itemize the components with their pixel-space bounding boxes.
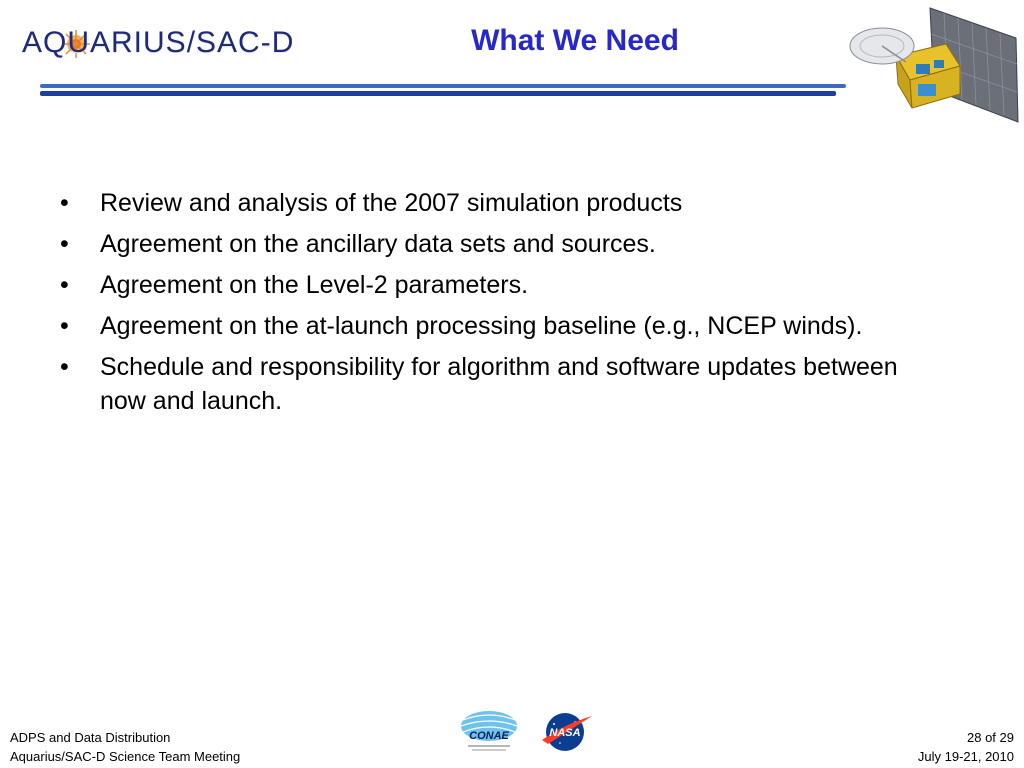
list-item: • Schedule and responsibility for algorithm and software updates between now and launch. <box>58 350 928 418</box>
footer-right <box>918 728 1014 766</box>
footer-meeting-name: Aquarius/SAC-D Science Team Meeting <box>10 749 241 764</box>
header-rule-dark <box>40 91 836 96</box>
page-total: 29 <box>999 730 1014 745</box>
satellite-icon <box>848 4 1024 126</box>
page-number <box>918 728 1014 747</box>
bullet-icon: • <box>60 271 69 299</box>
nasa-logo-text: NASA <box>549 727 581 739</box>
bullet-icon: • <box>60 353 69 381</box>
bullet-list <box>58 186 928 425</box>
list-item: • Agreement on the at-launch processing baseline (e.g., NCEP winds). <box>58 309 928 343</box>
nasa-logo-icon <box>540 710 594 754</box>
bullet-icon: • <box>60 189 69 217</box>
footer-left <box>10 728 240 766</box>
footer-section-name: ADPS and Data Distribution <box>10 730 171 745</box>
bullet-icon: • <box>60 312 69 340</box>
conae-logo-text: CONAE <box>469 730 509 742</box>
page-of-label: of <box>985 730 996 745</box>
page-current: 28 <box>966 730 982 745</box>
logo-text: AQUARIUS/SAC-D <box>22 26 295 59</box>
bullet-icon: • <box>60 230 69 258</box>
meeting-date: July 19-21, 2010 <box>917 749 1014 764</box>
list-item: • Agreement on the ancillary data sets and sources. <box>58 227 928 261</box>
list-item: • Review and analysis of the 2007 simulation products <box>58 186 928 220</box>
header-rule-light <box>40 84 846 88</box>
slide-title: What We Need <box>471 24 679 57</box>
conae-logo-icon <box>458 708 520 758</box>
list-item: • Agreement on the Level-2 parameters. <box>58 268 928 302</box>
